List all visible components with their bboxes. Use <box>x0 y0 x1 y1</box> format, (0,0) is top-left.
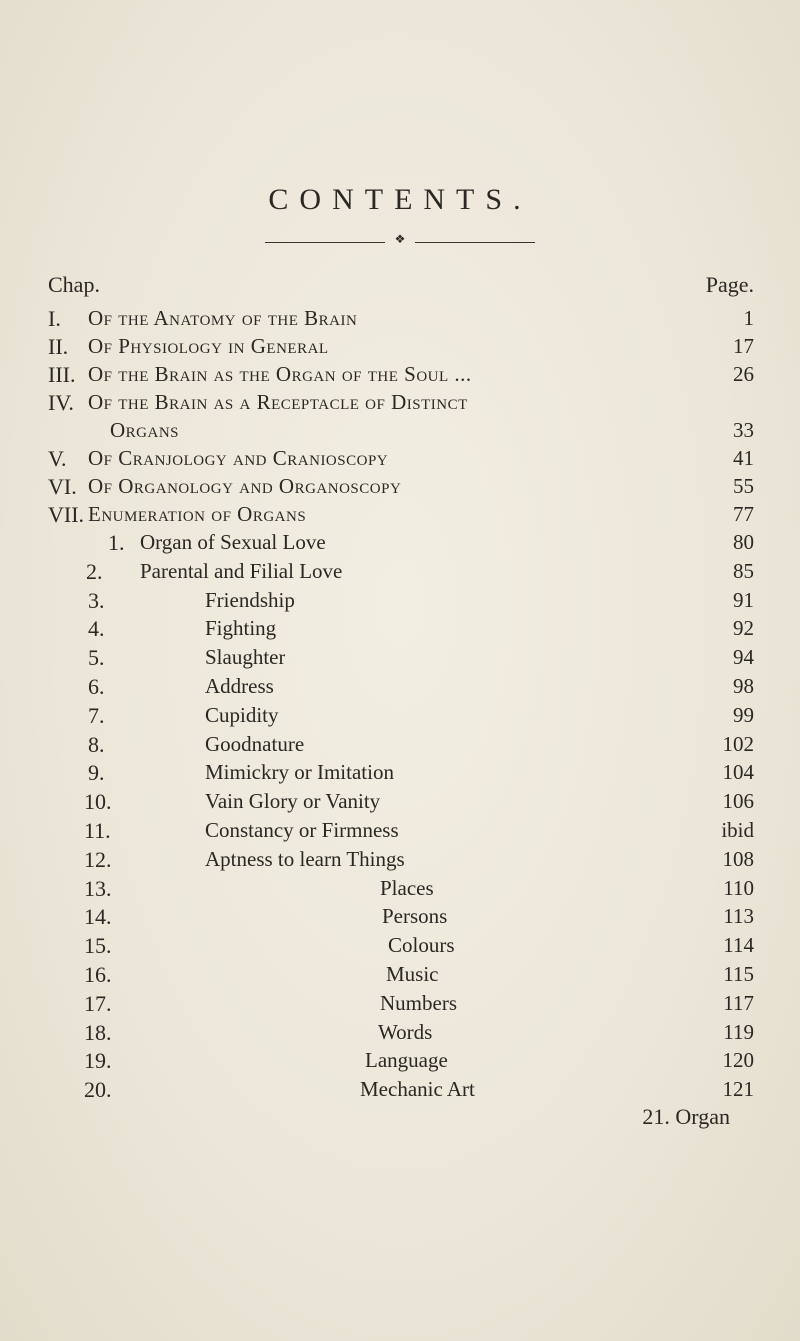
toc-entry <box>0 1048 800 1076</box>
page-number: 1 <box>743 306 754 330</box>
page-number: 85 <box>733 558 754 583</box>
catchword: 21. Organ <box>642 1104 730 1129</box>
chapter-title: Of Physiology in General <box>88 334 329 358</box>
page-number: 102 <box>722 731 754 756</box>
toc-entry <box>0 933 800 961</box>
entry-number: 9. <box>88 760 105 786</box>
toc-entry <box>0 616 800 644</box>
page-number: 92 <box>733 616 754 641</box>
toc-entry <box>0 789 800 817</box>
entry-number: 14. <box>84 904 112 930</box>
entry-number: 15. <box>84 933 112 959</box>
toc-entry <box>0 588 800 616</box>
chapter-title: Of Organology and Organoscopy <box>88 474 402 498</box>
entry-title: Numbers <box>380 990 457 1015</box>
toc-entry <box>0 559 800 587</box>
toc-entry <box>0 818 800 846</box>
entry-number: 16. <box>84 962 112 987</box>
page-number: 26 <box>733 362 754 386</box>
entry-title: Music <box>386 962 439 986</box>
entry-title: Parental and Filial Love <box>140 558 343 583</box>
entry-title: Organ of Sexual Love <box>140 530 326 554</box>
chapter-number: VI. <box>48 474 77 499</box>
page-number: ibid <box>721 818 754 842</box>
page-number: 120 <box>722 1048 754 1073</box>
entry-title: Constancy or Firmness <box>205 818 399 842</box>
toc-entry <box>0 847 800 875</box>
page-number: 91 <box>733 587 754 612</box>
entry-number: 2. <box>86 558 103 584</box>
page-number: 108 <box>722 846 754 871</box>
entry-title: Slaughter <box>205 645 286 670</box>
page-number: 104 <box>722 760 754 785</box>
chapter-number: VII. <box>48 502 85 527</box>
entry-number: 8. <box>88 731 105 757</box>
page-number: 114 <box>723 933 754 958</box>
entry-title: Mimickry or Imitation <box>205 760 394 785</box>
page-number: 55 <box>733 474 754 498</box>
entry-title: Mechanic Art <box>360 1077 475 1102</box>
entry-number: 20. <box>84 1077 112 1103</box>
entry-title: Language <box>365 1048 448 1073</box>
chapter-number: V. <box>48 446 67 471</box>
chapter-title: Organs <box>110 418 180 442</box>
page-number: 106 <box>722 789 754 814</box>
entry-number: 6. <box>88 674 105 699</box>
toc-entry <box>0 876 800 904</box>
entry-number: 19. <box>84 1048 112 1074</box>
page-number: 99 <box>733 702 754 727</box>
toc-entry <box>0 390 800 418</box>
chapter-number: III. <box>48 362 76 387</box>
page-number: 113 <box>723 904 754 929</box>
chapter-number: II. <box>48 334 69 359</box>
page-title: CONTENTS. <box>268 183 532 216</box>
chapter-title: Of Cranjology and Cranioscopy <box>88 446 389 470</box>
entry-number: 12. <box>84 846 112 872</box>
page-column-header: Page. <box>705 272 754 297</box>
page-number: 80 <box>733 530 754 554</box>
toc-entry <box>0 1020 800 1048</box>
chapter-title: Of the Brain as a Receptacle of Distinct <box>88 390 468 414</box>
page-number: 77 <box>733 502 754 526</box>
page-number: 117 <box>723 990 754 1015</box>
toc-entry <box>0 991 800 1019</box>
toc-entry <box>0 474 800 502</box>
entry-number: 5. <box>88 645 105 671</box>
entry-title: Persons <box>382 904 448 929</box>
page-number: 115 <box>723 962 754 986</box>
entry-title: Address <box>205 674 274 698</box>
chapter-title: Of the Brain as the Organ of the Soul ... <box>88 362 472 386</box>
entry-number: 10. <box>84 789 112 815</box>
toc-entry <box>0 962 800 990</box>
entry-title: Friendship <box>205 587 295 612</box>
page-number: 33 <box>733 418 754 442</box>
chapter-number: IV. <box>48 390 74 415</box>
toc-entry <box>0 362 800 390</box>
entry-title: Fighting <box>205 616 277 641</box>
entry-number: 18. <box>84 1019 112 1045</box>
chapter-title: Enumeration of Organs <box>88 502 307 526</box>
entry-number: 3. <box>88 587 105 613</box>
toc-entry <box>0 530 800 558</box>
toc-entry <box>0 418 800 446</box>
toc-entry <box>0 1077 800 1105</box>
toc-entry <box>0 502 800 530</box>
page-number: 119 <box>723 1019 754 1044</box>
toc-entry <box>0 703 800 731</box>
page-number: 41 <box>733 446 754 470</box>
toc-entry <box>0 306 800 334</box>
entry-number: 11. <box>84 818 111 843</box>
entry-title: Aptness to learn Things <box>205 846 405 871</box>
chapter-title: Of the Anatomy of the Brain <box>88 306 358 330</box>
entry-title: Goodnature <box>205 731 305 756</box>
entry-number: 4. <box>88 616 105 642</box>
entry-number: 7. <box>88 702 105 728</box>
entry-title: Vain Glory or Vanity <box>205 789 381 814</box>
page-number: 94 <box>733 645 754 670</box>
entry-number: 13. <box>84 875 112 901</box>
chapter-number: I. <box>48 306 61 331</box>
page-number: 98 <box>733 674 754 698</box>
entry-title: Places <box>380 875 434 900</box>
page-number: 17 <box>733 334 754 358</box>
entry-title: Cupidity <box>205 702 279 727</box>
toc-entry <box>0 732 800 760</box>
toc-entry <box>0 904 800 932</box>
toc-entry <box>0 334 800 362</box>
entry-title: Colours <box>388 933 455 958</box>
entry-title: Words <box>378 1019 433 1044</box>
toc-entry <box>0 446 800 474</box>
page-number: 110 <box>723 875 754 900</box>
chapter-column-header: Chap. <box>48 272 100 297</box>
entry-number: 17. <box>84 990 112 1016</box>
page-number: 121 <box>722 1077 754 1102</box>
entry-number: 1. <box>108 530 125 555</box>
toc-entry <box>0 760 800 788</box>
title-rule-ornament: ❖ <box>265 238 535 248</box>
toc-entry <box>0 645 800 673</box>
toc-entry <box>0 674 800 702</box>
